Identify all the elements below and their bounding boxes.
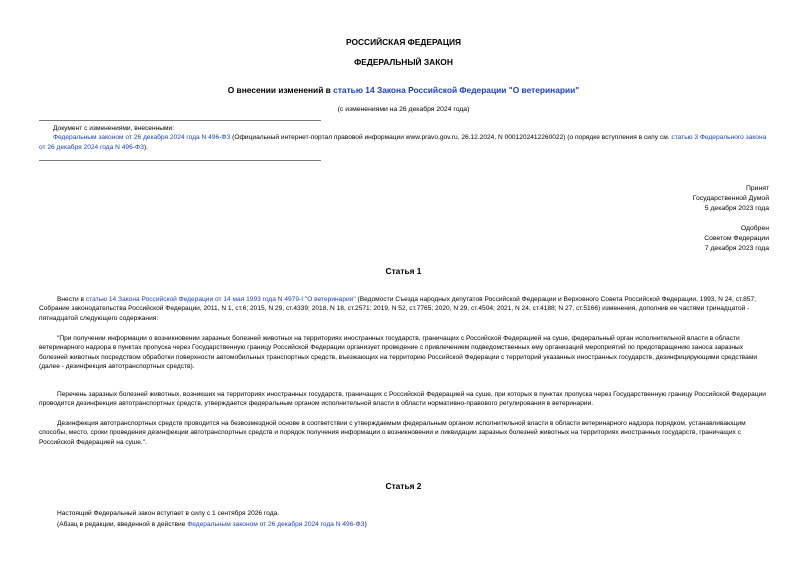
article-1-paragraph-3: Перечень заразных болезней животных, возникших на территориях иностранных государств, граничащих с Российской Федерацией на суше, при которых в пунктах пропуска через Государственную границу Российской Федерации проводится дезинфекция автотранспортных средств, утверждается федеральным органом исполнительной власти в области нормативно-правового регулирования в ветеринарии.	[39, 391, 766, 408]
amendment-law-link[interactable]: Федеральным законом от 26 декабря 2024 года N 496-ФЗ	[187, 521, 365, 528]
a2p2-suffix: )	[364, 521, 367, 528]
a2p2-prefix: (Абзац в редакции, введенной в действие	[57, 521, 188, 528]
adopted-block	[693, 184, 769, 213]
article-2-paragraph-2	[39, 520, 769, 529]
document-title	[0, 85, 807, 95]
law-type-heading: ФЕДЕРАЛЬНЫЙ ЗАКОН	[354, 57, 453, 67]
title-article-link[interactable]: статью 14 Закона Российской Федерации "О ветеринарии"	[333, 85, 580, 95]
approved-block	[704, 224, 769, 253]
article-1-heading: Статья 1	[385, 266, 422, 276]
article-1-paragraph-1	[39, 295, 769, 323]
article-2-heading: Статья 2	[385, 481, 422, 491]
adopted-line-3: 5 декабря 2023 года	[704, 204, 769, 212]
approved-line-1: Одобрен	[740, 225, 769, 232]
adopted-line-1: Принят	[745, 185, 769, 192]
changes-law-link[interactable]: Федеральным законом от 26 декабря 2024 года N 496-ФЗ	[53, 134, 231, 142]
a1p1-suffix: (Ведомости Съезда народных депутатов Российской Федерации и Верховного Совета Российской Федерации, 1993, N 24, ст.857; Собрание законодательства Российской Федерации, 2011, N 1, ст.6; 2015, N 29, ст.4339; 2018, N 18, ст.2571; 2019, N 52, ст.7765; 2020, N 29, ст.4504; 2021, N 24, ст.4188; N 27, ст.5166) изменения, дополнив ее частями тринадцатой - пятнадцатой следующего содержания:	[39, 296, 756, 322]
changes-article3-link[interactable]: статью 3 Федерального закона от 26 декабря 2024 года N 496-ФЗ	[39, 134, 767, 151]
changes-entry	[39, 133, 769, 152]
adopted-line-2: Государственной Думой	[692, 194, 769, 202]
changes-box	[39, 124, 769, 152]
changes-label: Документ с изменениями, внесенными:	[53, 125, 175, 132]
country-heading: РОССИЙСКАЯ ФЕДЕРАЦИЯ	[345, 37, 462, 47]
a1p1-prefix: Внести в	[57, 296, 86, 303]
changes-end-text: ).	[143, 143, 148, 151]
changes-source-text: (Официальный интернет-портал правовой информации www.pravo.gov.ru, 26.12.2024, N 0001202412260022) (о порядке вступления в силу см.	[230, 134, 672, 142]
changes-bottom-divider	[39, 160, 321, 161]
title-prefix: О внесении изменений в	[227, 85, 334, 95]
article-2-paragraph-1: Настоящий Федеральный закон вступает в силу с 1 сентября 2026 года.	[57, 510, 280, 517]
approved-line-3: 7 декабря 2023 года	[704, 244, 769, 252]
changes-top-divider	[39, 120, 321, 121]
article-1-paragraph-4: Дезинфекция автотранспортных средств проводится на безвозмездной основе в соответствии с утверждаемым федеральным органом исполнительной власти в области ветеринарного надзора порядком, устанавливающим способы, место, сроки проведения дезинфекции автотранспортных средств и порядок получения информации о возникновении и ликвидации заразных болезней животных на территориях иностранных государств, граничащих с Российской Федерацией на суше.".	[39, 420, 746, 446]
approved-line-2: Советом Федерации	[704, 234, 769, 242]
revision-note: (с изменениями на 26 декабря 2024 года)	[337, 106, 470, 113]
veterinary-law-link[interactable]: статью 14 Закона Российской Федерации от 14 мая 1993 года N 4979-I "О ветеринарии"	[85, 296, 356, 303]
article-1-paragraph-2: "При получении информации о возникновении заразных болезней животных на территориях иностранных государств, граничащих с Российской Федерацией на суше, федеральный орган исполнительной власти в области ветеринарного надзора в пунктах пропуска через Государственную границу Российской Федерации организует проведение с привлечением подведомственных ему организаций мероприятий по предотвращению заноса заразных болезней животных посредством обработки поверхности автомобильных транспортных средств, въезжающих на территорию Российской Федерации с территорий указанных иностранных государств, дезинфицирующими средствами (далее - дезинфекция автотранспортных средств).	[39, 335, 758, 370]
